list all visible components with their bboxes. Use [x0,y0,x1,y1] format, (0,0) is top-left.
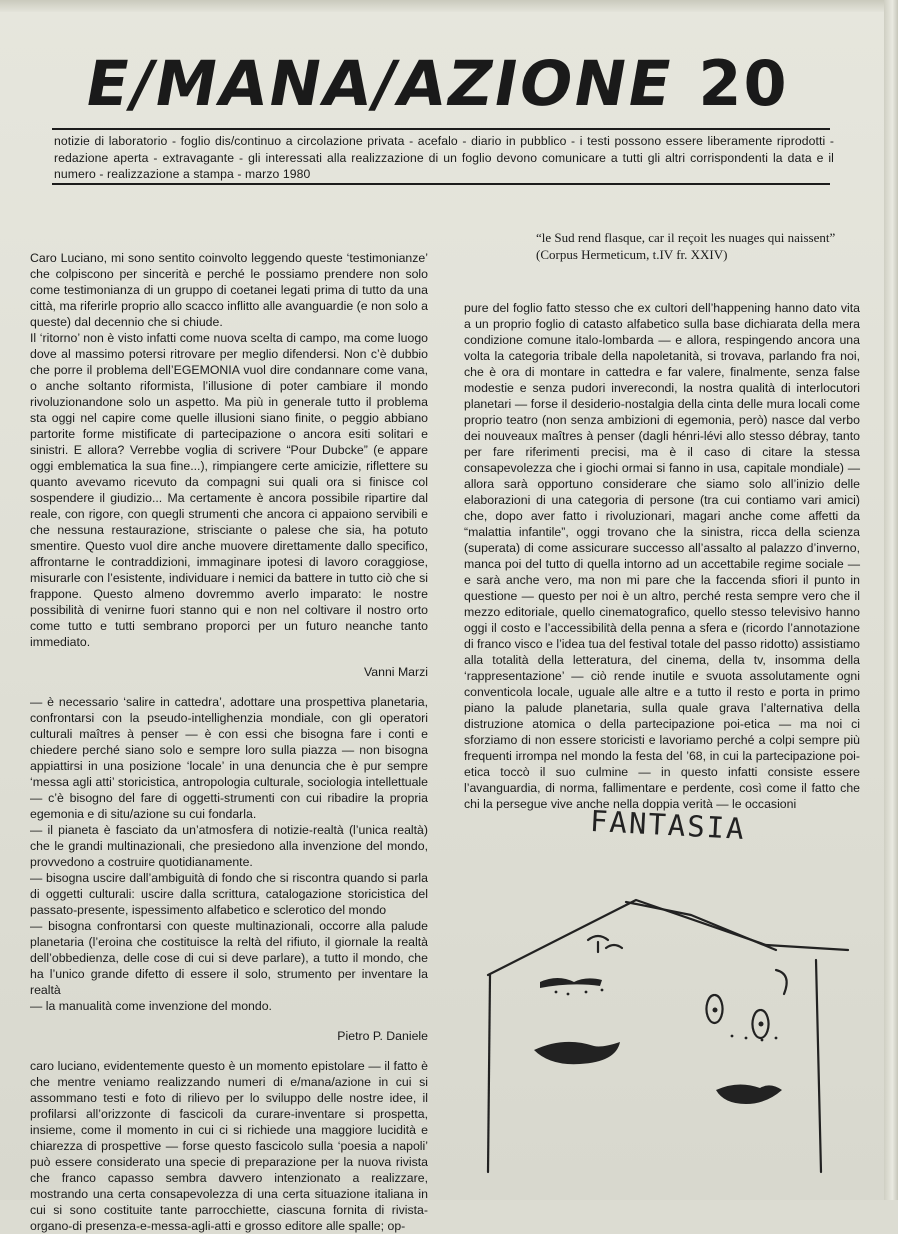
drawing-freckle [731,1035,734,1038]
drawing-freckle [745,1037,748,1040]
page-top-edge [0,0,898,12]
signature-pietro: Pietro P. Daniele [337,1029,428,1043]
drawing-mouth [534,1042,620,1064]
drawing-freckle [585,991,588,994]
drawing-eyebrow [606,945,622,948]
signature-vanni: Vanni Marzi [363,665,428,679]
bottom-rule [52,183,830,185]
right-column-text: pure del foglio fatto stesso che ex cultori dell’happening hanno dato vita a un proprio foglio di catasto alfabetico sulla base dichiarata della mera condizione comune italo-lombarda — e allora, respingendo ancora una volta la categoria tribale della napoletanità, si trovava, parlando fra noi, che è ora di montare in cattedra e far valere, finalmente, senza false modestie e senza pudori inverecondi, la nostra qualità di interlocutori planetari — forse il desiderio-nostalgia della cinta delle mura locali come proprio teatro (non senza ambizioni di egemonia, però) nasce dal verbo dei nouveaux maîtres à penser (dagli hénri-lévi allo stesso débray, tanto per fare riferimenti precisi, ma è il caso di citare la stessa consapevolezza che i giochi ormai si fanno in usa, capitale mondiale) — allora sarà opportuno considerare che siamo solo all’inizio delle elaborazioni di una categoria di persone (tra cui contiamo vari amici) che, dopo aver fatto i rivoluzionari, magari anche come affetti da “malattia infantile”, oggi trovano che la sinistra, ricca della scienza (superata) di come assicurare successo all’assalto al palazzo d’inverno, manca poi del tutto di quella intorno ad un accettabile regime sociale — e sarà anche vero, ma non mi pare che la faccenda sfiori il punto in questione — questo per noi è un altro, perché resta sempre vero che il mezzo editoriale, quello cinematografico, quello stesso televisivo hanno oggi il costo e l’accessibilità della penna a sfera e (ricordo l’annotazione di franco visco e l’idea tua del festival totale del passo ridotto) assistiamo alla totalità della letteratura, del cinema, della tv, insomma della ‘rappresentazione’ — ciò rende inutile e svuota assolutamente ogni conventicola locale, uguale alle altre e a tutto il resto e porta in primo piano la palude planetaria, sulla quale grava l’alternativa della distruzione atomica o della partecipazione poi-etica — ma noi ci sforziamo di non essere storicisti e lavoriamo perché a colpi sempre più frequenti irrompa nel mondo la festa del ’68, in cui la partecipazione poi-etica toccò il suo culmine — in questo infatti consiste essere l’avanguardia, di norma, fallimentare e perdente, così come il fatto che chi la persegue vive anche nella doppia verità — le occasioni [464,301,860,811]
fantasia-drawing [476,800,856,1180]
letter1-paragraph: Caro Luciano, mi sono sentito coinvolto leggendo queste ‘testimonianze’ che colpiscono per sincerità e perché le possiamo prendere non solo come testimonianza di un gruppo di coetanei legati prima di tutto da una città, ma riferirle proprio allo scacco inflitto alle avanguardie (e non solo a queste) dal decennio che si chiude. [30,251,428,329]
letter3-text: caro luciano, evidentemente questo è un momento epistolare — il fatto è che mentre veniamo realizzando numeri di e/mana/azione in cui si assommano testi e foto di rilievo per lo sviluppo delle nostre idee, il profilarsi all’orizzonte di fascicoli da curare-inventare si prospetta, insieme, come il momento in cui ci si richiede una maggiore lucidità e chiarezza di prospettive — forse questo fascicolo sulla ‘poesia a napoli’ può essere considerato una specie di preparazione per la nuova rivista che franco capasso sembra davvero intenzionato a realizzare, mostrando una certa consapevolezza di una certa situazione italiana in cui si sono costituite tante parrocchiette, ciascuna fornita di rivista-organo-di presenza-e-messa-agli-atti e grosso editore alle spalle; op- [30,1059,428,1233]
drawing-eye-pupil [713,1008,718,1013]
drawing-freckle [761,1039,764,1042]
drawing-freckle [555,991,558,994]
drawing-freckle [567,993,570,996]
masthead [80,48,853,120]
top-rule [52,128,830,130]
left-column [30,250,428,1234]
letter1-paragraph: Il ‘ritorno’ non è visto infatti come nuova scelta di campo, ma come luogo dove al massimo potersi ritrovare per meglio difendersi. Non c’è dubbio che porre il problema dell’EGEMONIA vuol dire condannare come vana, o anche soltanto riformista, l’illusione di poter cambiare il mondo rivoluzionandone solo un aspetto. Ma più in generale tutto il problema sta oggi nel capire come quelle illusioni siano finite, o peggio abbiano partorite forme mistificate di partecipazione o ancora esiti solitari e sinistri. E allora? Verrebbe voglia di scrivere “Pour Dubcke” (e appare oggi emblematica la sua fine...), rimpiangere certe amicizie, riflettere su quanto avevamo ricevuto da compagni sui quali ora si finisce col sospendere il giudizio... Ma certamente è ancora possibile ripartire dal reale, con rigore, con quegli strumenti che ancora ci appaiono servibili e che nessuna restaurazione, strisciante o palese che sia, ha potuto smentire. Questo vuol dire anche muovere direttamente dallo specifico, affrontarne le contraddizioni, immaginare ipotesi di lavoro coraggiose, misurarle con l’esistente, individuare i nemici da battere in tutto ciò che si frappone. Questo almeno dovremmo averlo imparato: le nostre possibilità di venirne fuori stanno qui e non nel coltivare il nostro orto come tutto e tutti sembrano proporci per un futuro neanche tanto immediato. [30,331,428,649]
right-column [464,300,860,812]
drawing-lips-upper [540,978,602,988]
drawing-left-wall [488,975,490,1172]
letter2-item: — il pianeta è fasciato da un’atmosfera di notizie-realtà (l’unica realtà) che le grandi multinazionali, che presiedono alla invenzione del mondo, provvedono a costruire quotidianamente. [30,823,428,869]
letter2-item: — è necessario ‘salire in cattedra’, adottare una prospettiva planetaria, confrontarsi con la pseudo-intellighenzia mondiale, con gli operatori culturali maîtres à penser — è con essi che bisogna fare i conti e chiedere perché siano solo e sempre loro sulla piazza — non bisogna appiattirsi in una posizione ‘locale’ in una denuncia che è pur sempre ‘messa agli atti’ storicistica, antropologia culturale, sociologia intellettuale — c’è bisogno del fare di oggetti-strumenti con cui ribadire la propria egemonia e di situ/azione su cui fondarla. [30,695,428,821]
drawing-caption: FANTASIA [589,803,747,847]
subtitle: notizie di laboratorio - foglio dis/continuo a circolazione privata - acefalo - diario in pubblico - i testi possono essere liberamente riprodotti - redazione aperta - extravagante - gli interessati alla realizzazione di un foglio devono comunicare a tutti gli altri corrispondenti la data e il numero - realizzazione a stampa - marzo 1980 [54,134,834,181]
drawing-eye-pupil [759,1022,764,1027]
epigraph: “le Sud rend flasque, car il reçoit les nuages qui naissent” (Corpus Hermeticum, t.IV fr. XXIV) [536,230,836,262]
letter2-item: — la manualità come invenzione del mondo. [30,999,272,1013]
masthead-title: E/MANA/AZIONE [80,47,680,120]
drawing-ear [776,970,787,994]
drawing-mouth [716,1084,782,1104]
drawing-right-wall [816,960,821,1172]
drawing-eyebrow [588,936,608,952]
drawing-freckle [775,1037,778,1040]
drawing-roof-inner [626,902,776,950]
page-right-edge [884,0,898,1200]
drawing-freckle [601,989,604,992]
letter2-item: — bisogna uscire dall’ambiguità di fondo che si riscontra quando si parla di oggetti culturali: uscire dalla scrittura, catalogazione storicistica del passato-presente, ispessimento alfabetico e sclerotico del mondo [30,871,428,917]
issue-number: 20 [698,47,789,120]
letter2-item: — bisogna confrontarsi con queste multinazionali, occorre alla palude planetaria (l’eroina che costituisce la reltà del rifiuto, il giornale la realtà dell’obbedienza, delle cose di cui si deve parlare), a tutto il mondo, che ha l’unico grande difetto di essere il solo, strumento per inventare la realtà [30,919,428,997]
